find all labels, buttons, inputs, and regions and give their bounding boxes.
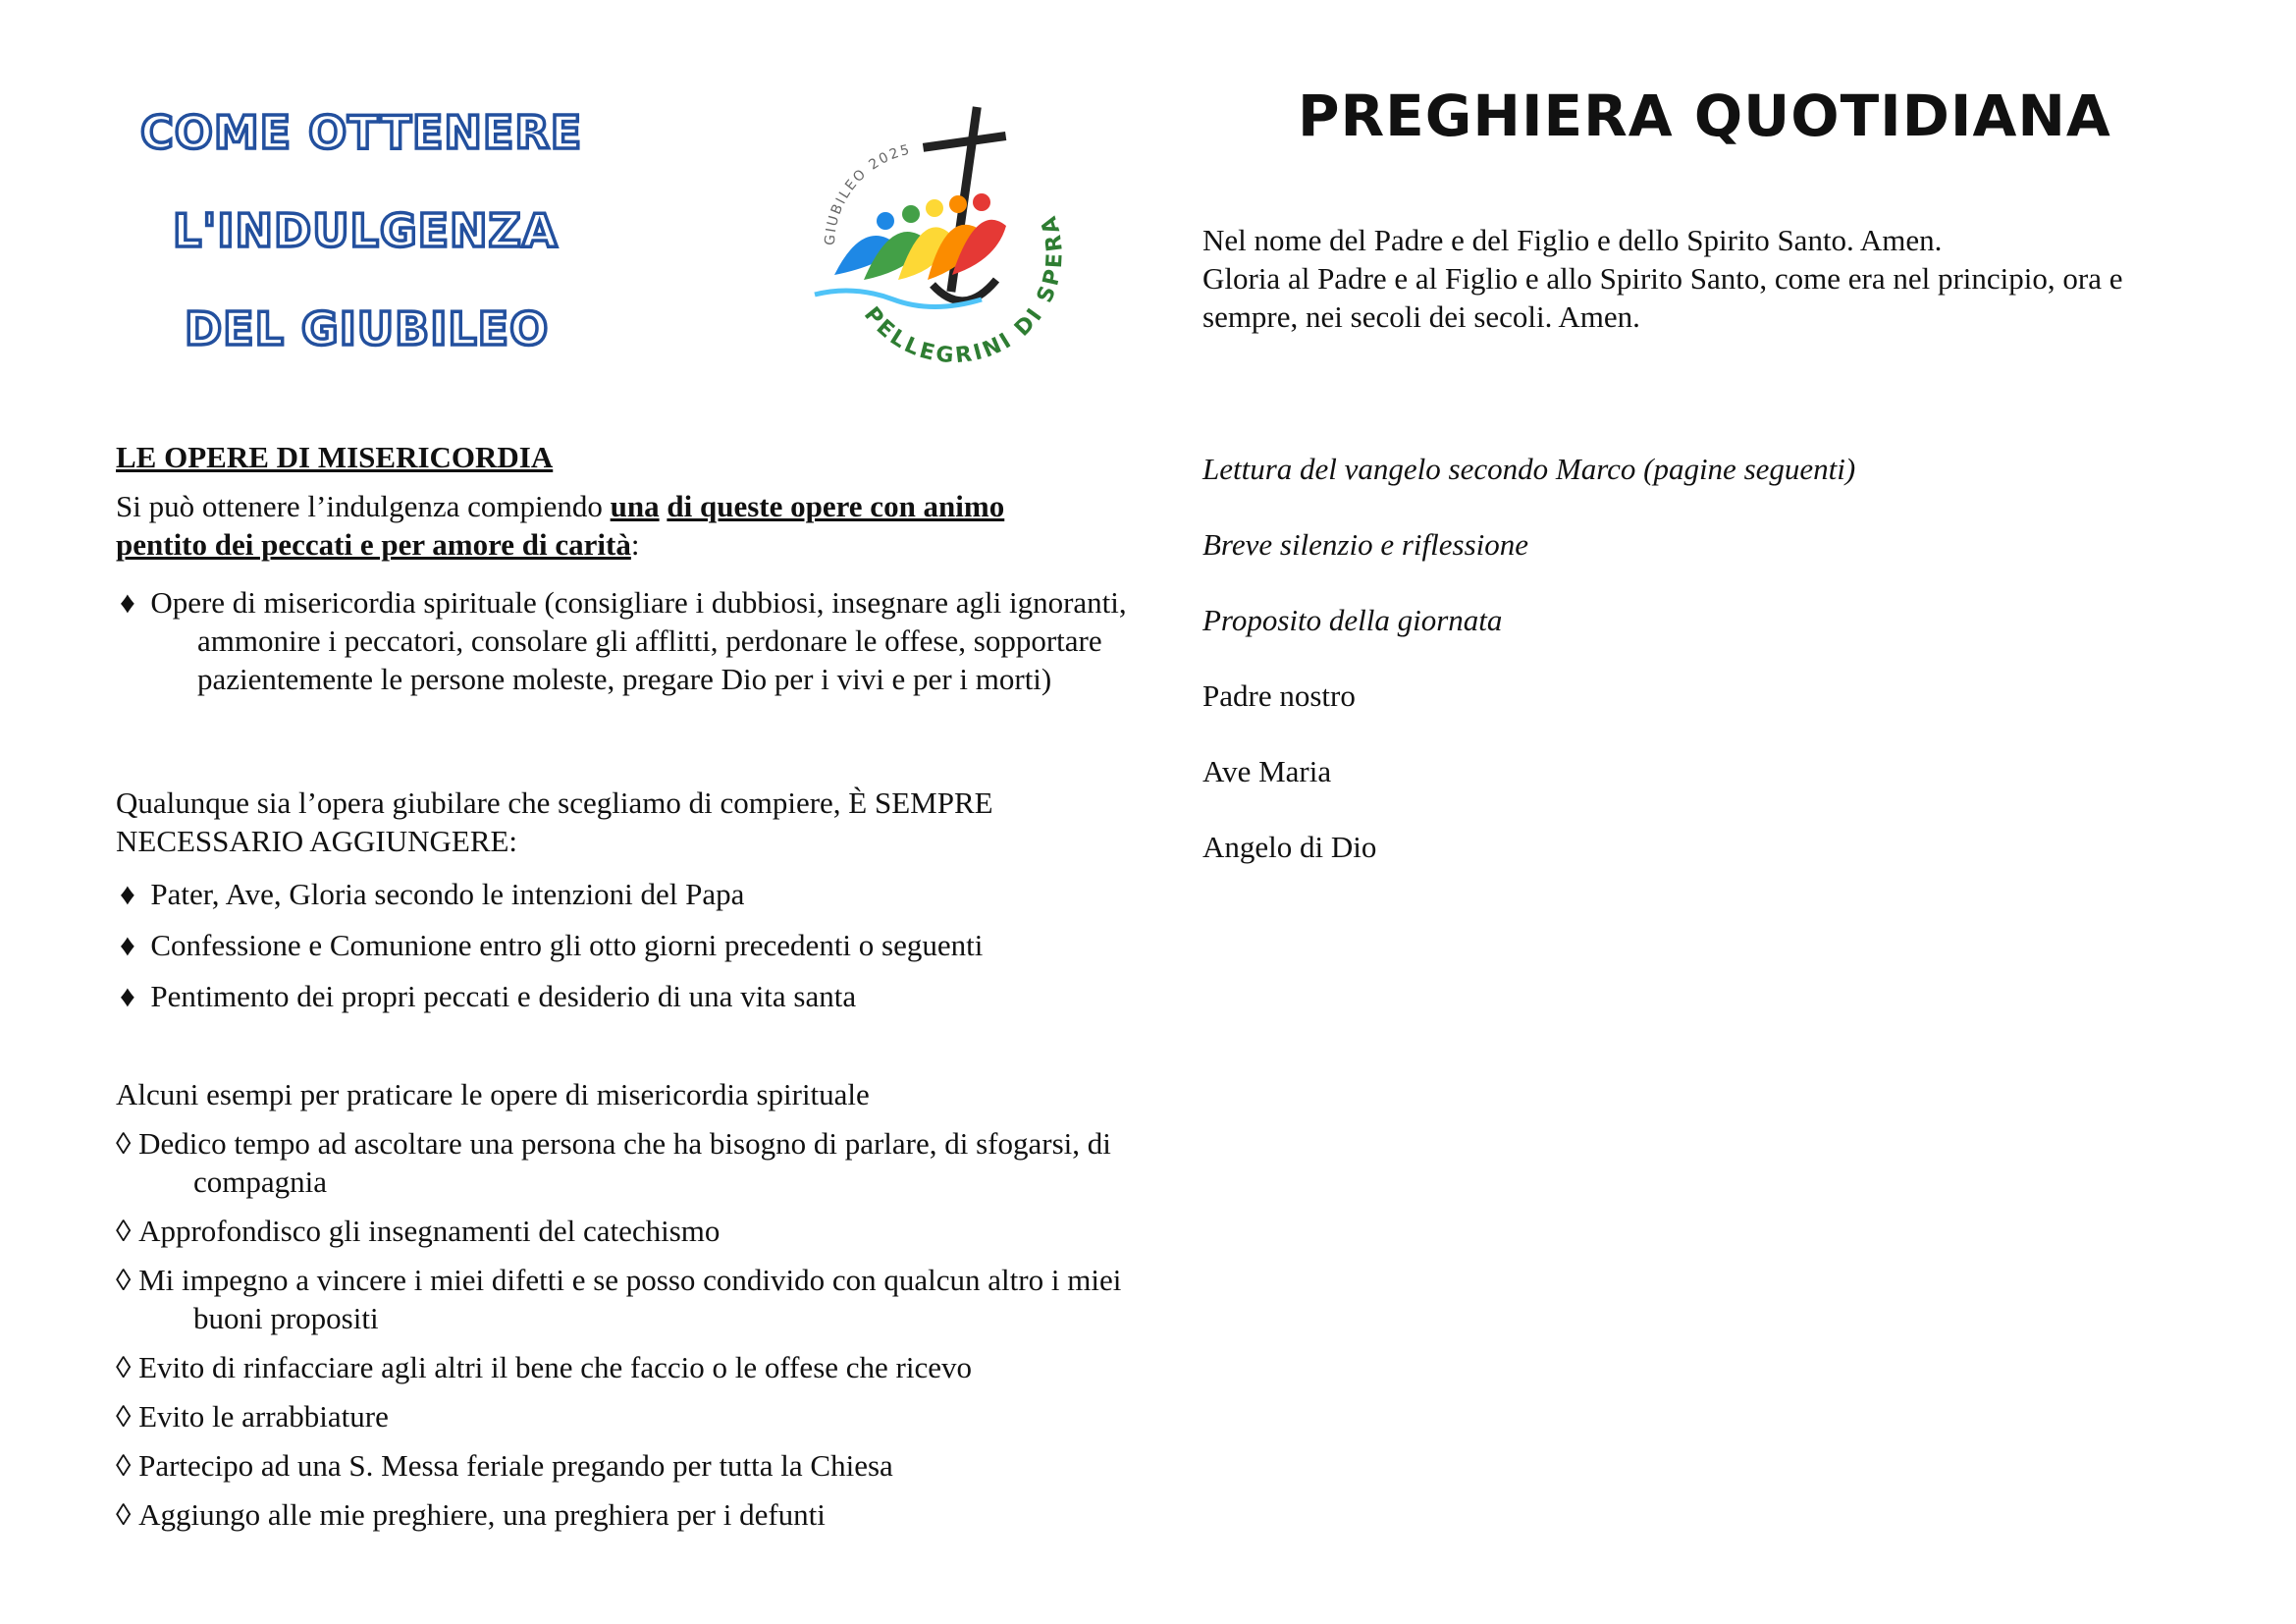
qualunque-paragraph (116, 784, 1147, 860)
qualunque-line-2: NECESSARIO AGGIUNGERE: (116, 824, 518, 858)
lozenge-bullet-icon: ◊ (116, 1214, 132, 1248)
logo-arc-bottom-text: PELLEGRINI DI SPERA (858, 210, 1068, 369)
prayer-line-2: Gloria al Padre e al Figlio e allo Spirito Santo, come era nel principio, ora e (1202, 261, 2123, 296)
list-item: ◊ Dedico tempo ad ascoltare una persona che ha bisogno di parlare, di sfogarsi, di compagnia (116, 1126, 1111, 1199)
title-line-3: DEL GIUBILEO (185, 302, 550, 355)
diamond-bullet-icon: ♦ (120, 877, 135, 911)
list-item: ♦ Pater, Ave, Gloria secondo le intenzioni del Papa (120, 877, 745, 911)
list-item: ◊ Partecipo ad una S. Messa feriale pregando per tutta la Chiesa (116, 1448, 893, 1483)
list-item: ♦ Pentimento dei propri peccati e desiderio di una vita santa (120, 979, 857, 1013)
prayer-line-1: Nel nome del Padre e del Figlio e dello Spirito Santo. Amen. (1202, 223, 1943, 257)
cross-bar (923, 132, 1006, 152)
qualunque-line-1: Qualunque sia l’opera giubilare che scegliamo di compiere, È SEMPRE (116, 785, 993, 820)
prayer-title: PREGHIERA QUOTIDIANA (1298, 82, 2111, 149)
list-item: ◊ Aggiungo alle mie preghiere, una preghiera per i defunti (116, 1497, 826, 1532)
diamond-bullet-icon: ♦ (120, 928, 135, 962)
list-item: ◊ Evito di rinfacciare agli altri il bene che faccio o le offese che ricevo (116, 1350, 972, 1384)
lozenge-bullet-icon: ◊ (116, 1448, 132, 1483)
diamond-bullet-icon: ♦ (120, 585, 135, 620)
list-item: ◊ Evito le arrabbiature (116, 1399, 389, 1434)
title-line-2: L'INDULGENZA (173, 204, 559, 257)
svg-text:GIUBILEO 2025 (823, 142, 913, 246)
lozenge-bullet-icon: ◊ (116, 1497, 132, 1532)
list-item: ◊ Approfondisco gli insegnamenti del catechismo (116, 1214, 721, 1248)
prayer-padre-nostro: Padre nostro (1202, 678, 1356, 713)
step-silenzio: Breve silenzio e riflessione (1202, 527, 1529, 562)
lozenge-bullet-icon: ◊ (116, 1263, 132, 1297)
title-line-1: COME OTTENERE (140, 106, 583, 159)
intro-underline-1: una (610, 489, 660, 523)
intro-underline-2: di queste opere con animo (667, 489, 1005, 523)
jubilee-logo (795, 98, 1080, 383)
opere-text: Opere di misericordia spirituale (consigliare i dubbiosi, insegnare agli ignoranti, ammonire i peccatori, consolare gli afflitti, perdonare le offese, sopportare pazientemente le persone moleste, pregare Dio per i vivi e per i morti) (150, 585, 1127, 696)
diamond-bullet-icon: ♦ (120, 979, 135, 1013)
lozenge-bullet-icon: ◊ (116, 1126, 132, 1161)
step-proposito: Proposito della giornata (1202, 603, 1503, 637)
intro-paragraph (116, 487, 1117, 564)
lozenge-bullet-icon: ◊ (116, 1350, 132, 1384)
list-item: ♦ Confessione e Comunione entro gli otto giorni precedenti o seguenti (120, 928, 984, 962)
intro-end: : (630, 527, 640, 562)
section-heading: LE OPERE DI MISERICORDIA (116, 440, 554, 474)
step-vangelo: Lettura del vangelo secondo Marco (pagine seguenti) (1202, 452, 1856, 486)
opere-bullet (120, 583, 1199, 698)
list-item: ◊ Mi impegno a vincere i miei difetti e se posso condivido con qualcun altro i miei buoni propositi (116, 1263, 1122, 1335)
intro-plain: Si può ottenere l’indulgenza compiendo (116, 489, 611, 523)
lozenge-bullet-icon: ◊ (116, 1399, 132, 1434)
prayer-line-3: sempre, nei secoli dei secoli. Amen. (1202, 299, 1640, 334)
prayer-ave-maria: Ave Maria (1202, 754, 1332, 788)
intro-underline-3: pentito dei peccati e per amore di carità (116, 527, 631, 562)
logo-arc-top-text: GIUBILEO 2025 (822, 141, 913, 246)
examples-heading: Alcuni esempi per praticare le opere di misericordia spirituale (116, 1077, 870, 1111)
prayer-angelo-di-dio: Angelo di Dio (1202, 830, 1377, 864)
